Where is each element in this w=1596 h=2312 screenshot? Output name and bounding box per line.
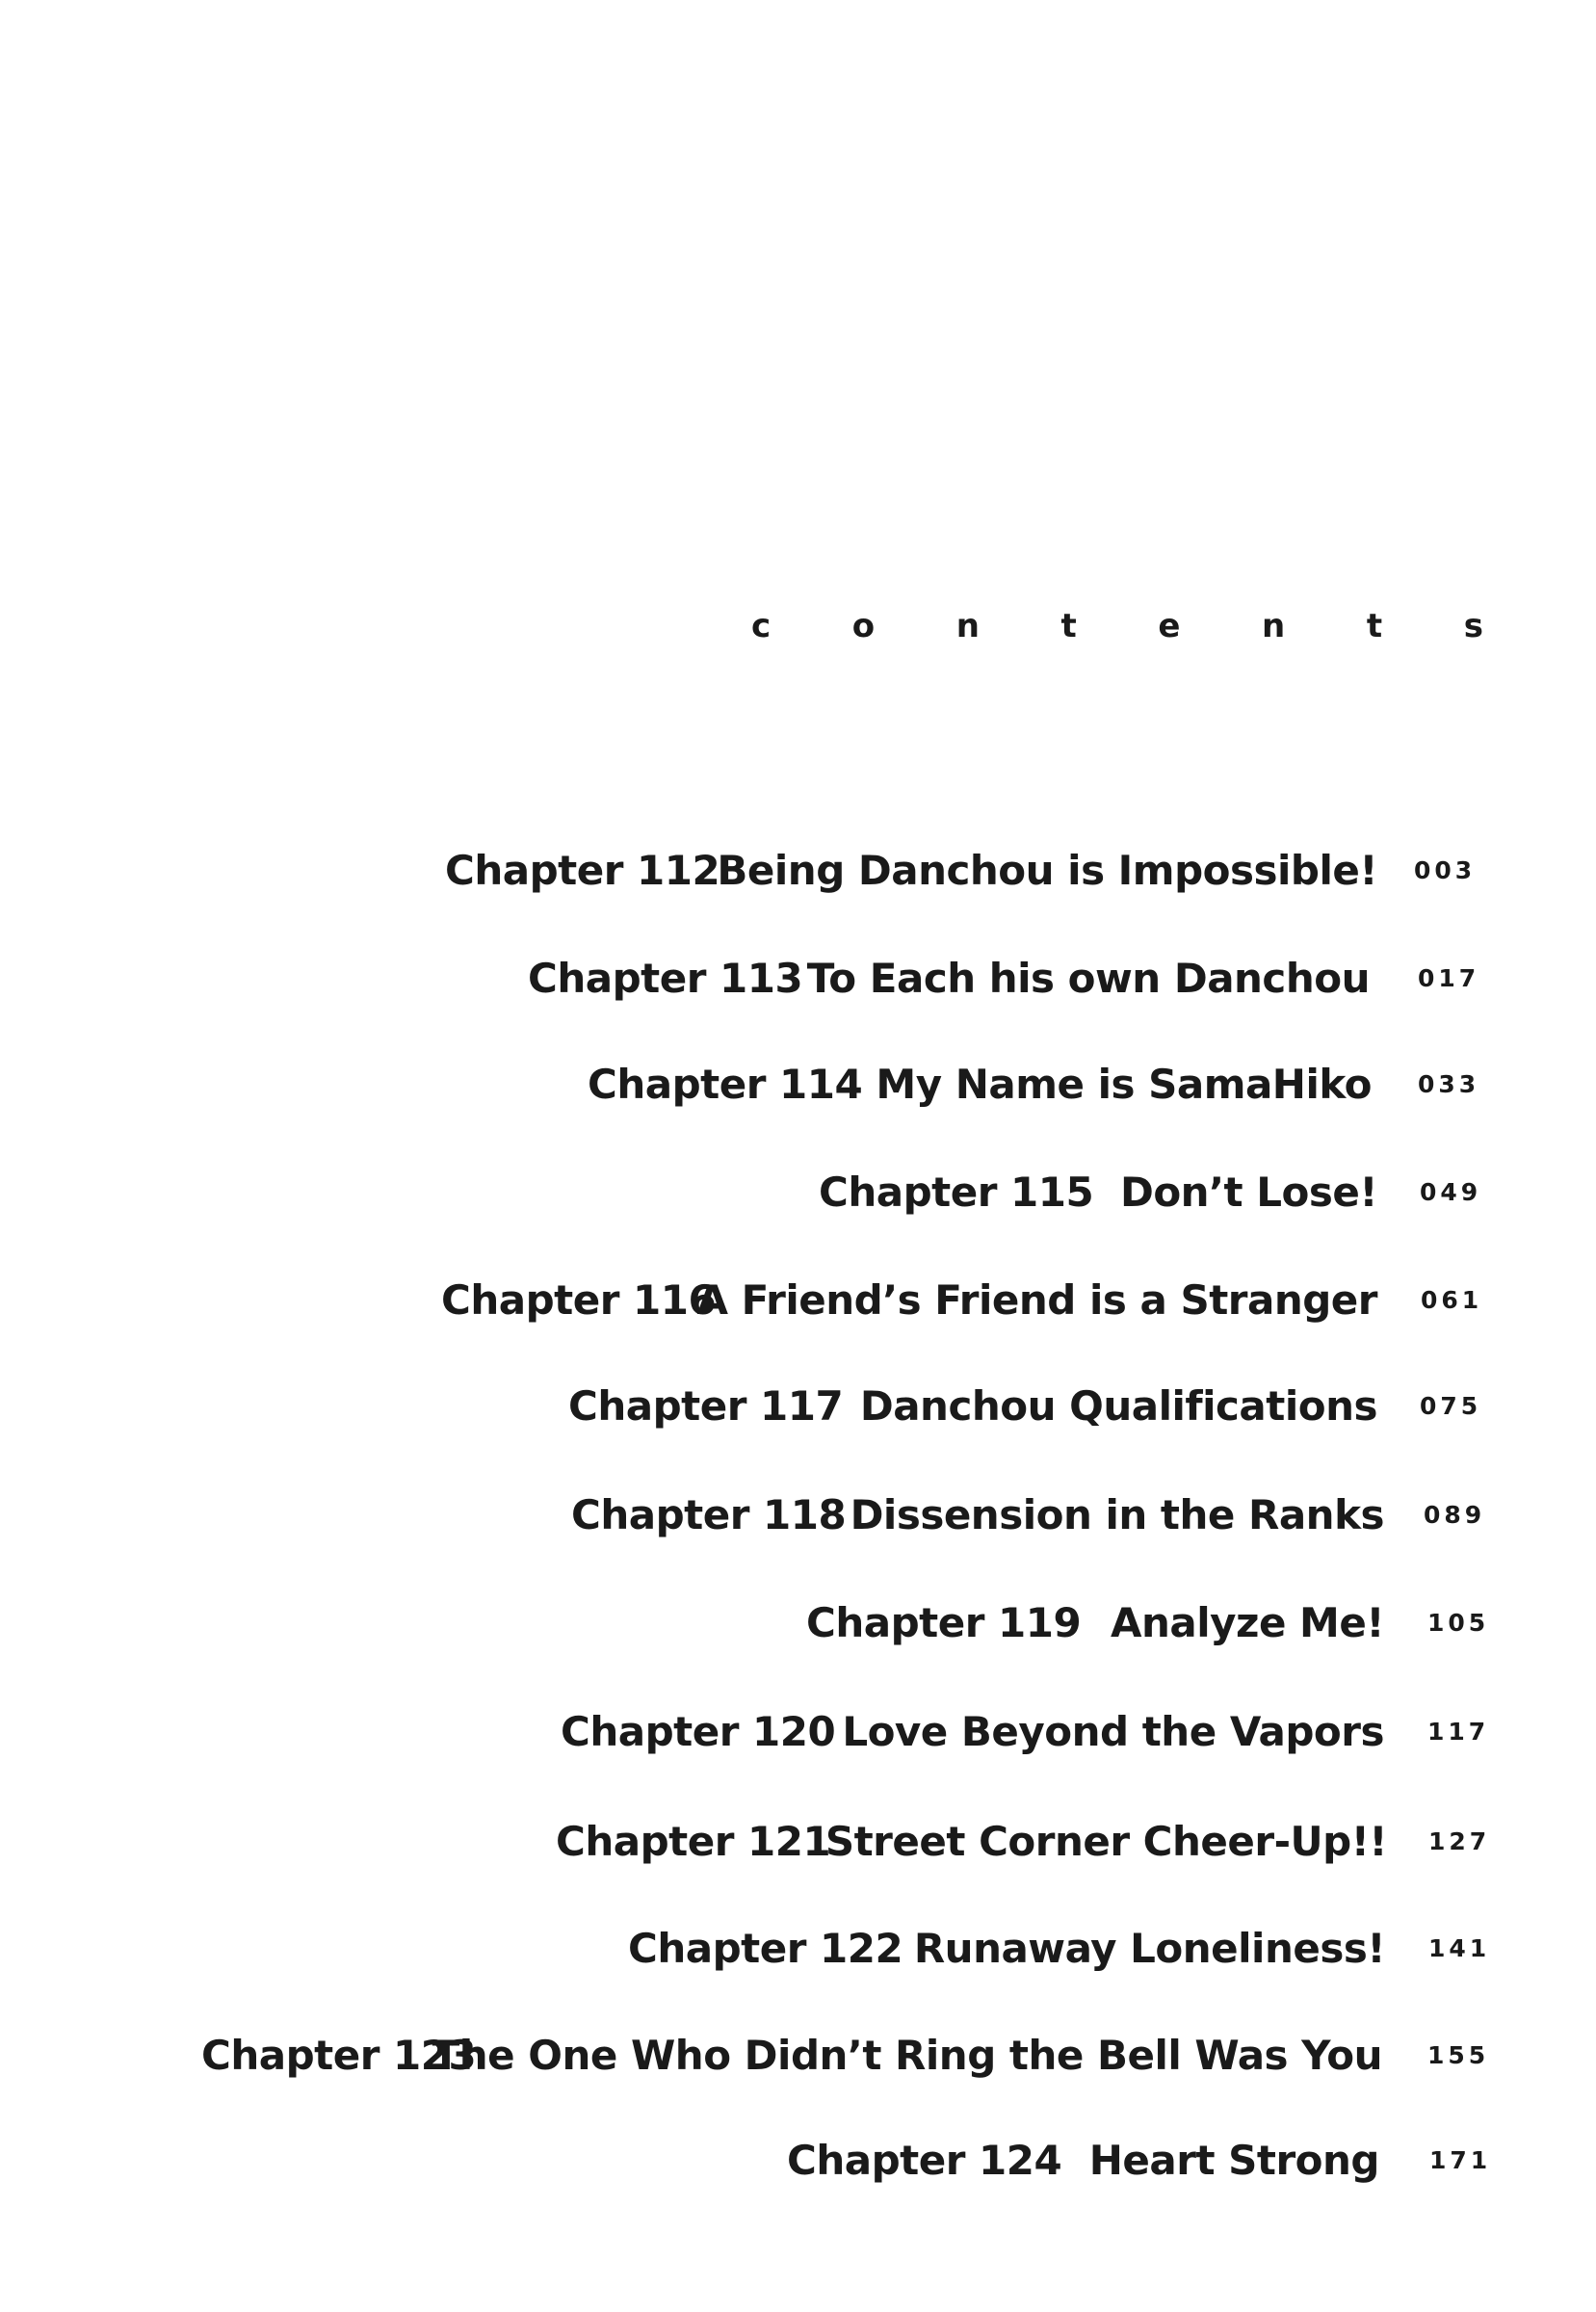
page-number: 117 [1427, 1718, 1490, 1746]
chapter-title: My Name is SamaHiko [876, 1061, 1372, 1108]
contents-letter: e [1158, 607, 1181, 645]
chapter-number: Chapter 123 [201, 2032, 477, 2079]
chapter-number: Chapter 112 [445, 847, 720, 894]
contents-letter: n [1262, 607, 1286, 645]
toc-entry [0, 1596, 1596, 1650]
chapter-title: Heart Strong [1088, 2137, 1379, 2184]
toc-entry [0, 952, 1596, 1006]
chapter-title: Danchou Qualifications [859, 1382, 1377, 1430]
page-number: 049 [1420, 1178, 1482, 1206]
contents-letter: s [1463, 607, 1483, 645]
page-number: 033 [1418, 1070, 1480, 1098]
toc-entry [0, 1815, 1596, 1869]
chapter-number: Chapter 120 [561, 1708, 836, 1755]
chapter-number: Chapter 117 [568, 1382, 844, 1430]
page-number: 003 [1414, 856, 1477, 884]
chapter-title: Being Danchou is Impossible! [717, 847, 1377, 894]
toc-entry [0, 2134, 1596, 2188]
chapter-title: A Friend’s Friend is a Stranger [696, 1276, 1377, 1324]
chapter-title: Love Beyond the Vapors [842, 1708, 1384, 1755]
chapter-number: Chapter 122 [628, 1925, 903, 1972]
page-number: 017 [1418, 964, 1480, 992]
toc-entry [0, 1274, 1596, 1327]
page-number: 089 [1424, 1501, 1486, 1529]
chapter-title: Dissension in the Ranks [850, 1491, 1384, 1538]
contents-letter: n [955, 607, 980, 645]
chapter-number: Chapter 124 [787, 2137, 1062, 2184]
chapter-title: To Each his own Danchou [806, 955, 1370, 1002]
toc-entry [0, 1166, 1596, 1220]
contents-letter: o [851, 607, 876, 645]
toc-entry [0, 844, 1596, 898]
contents-letter: t [1366, 607, 1383, 645]
chapter-number: Chapter 121 [556, 1818, 831, 1865]
chapter-number: Chapter 113 [528, 955, 803, 1002]
page-number: 061 [1421, 1286, 1483, 1314]
chapter-title: The One Who Didn’t Ring the Bell Was You [432, 2032, 1382, 2079]
toc-entry [0, 1488, 1596, 1542]
page-number: 127 [1428, 1827, 1491, 1855]
toc-entry [0, 2029, 1596, 2083]
page-number: 171 [1429, 2146, 1492, 2174]
chapter-number: Chapter 114 [588, 1061, 863, 1108]
page-number: 155 [1427, 2041, 1490, 2069]
contents-letter: c [751, 607, 772, 645]
page-number: 105 [1427, 1609, 1490, 1637]
chapter-number: Chapter 115 [819, 1169, 1094, 1216]
toc-entry [0, 1705, 1596, 1759]
page-number: 141 [1428, 1934, 1491, 1962]
chapter-number: Chapter 119 [806, 1599, 1082, 1646]
chapter-number: Chapter 116 [441, 1276, 717, 1324]
page-number: 075 [1420, 1392, 1482, 1420]
chapter-title: Runaway Loneliness! [913, 1925, 1385, 1972]
toc-entry [0, 1058, 1596, 1112]
toc-entry [0, 1379, 1596, 1433]
chapter-number: Chapter 118 [571, 1491, 847, 1538]
chapter-title: Analyze Me! [1110, 1599, 1384, 1646]
toc-entry [0, 1922, 1596, 1976]
chapter-title: Street Corner Cheer-Up!! [824, 1818, 1387, 1865]
chapter-title: Don’t Lose! [1119, 1169, 1377, 1216]
contents-letter: t [1060, 607, 1077, 645]
